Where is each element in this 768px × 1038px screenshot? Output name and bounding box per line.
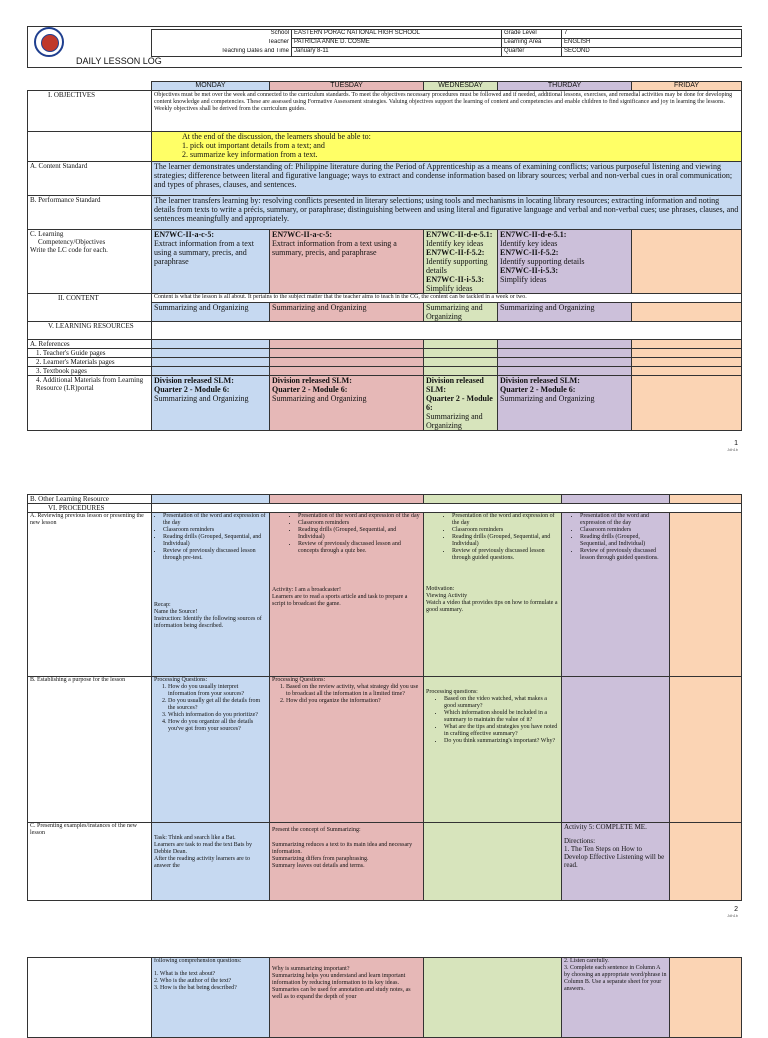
page-3 bbox=[0, 950, 768, 1024]
wed-text-3: Simplify ideas bbox=[426, 284, 473, 293]
objectives-box bbox=[152, 132, 742, 162]
slm-wednesday-module: Quarter 2 - Module 6: bbox=[426, 394, 493, 412]
content-label: II. CONTENT bbox=[28, 294, 152, 322]
competency-label-1: C. Learning bbox=[30, 230, 64, 238]
page-number-1-value: 1 bbox=[734, 440, 738, 447]
slm-thursday-source: Division released SLM: bbox=[500, 376, 580, 385]
cont-mon-q3: 3. How is the bat being described? bbox=[154, 985, 237, 991]
slm-monday-title: Summarizing and Organizing bbox=[154, 394, 249, 403]
quarter-value: SECOND bbox=[562, 48, 742, 57]
objective-1: 1. pick out important details from a text; and bbox=[182, 141, 325, 150]
page-number-1-sub: Jdh1b bbox=[727, 447, 738, 452]
competency-monday-text: Extract information from a text using a summary, precis, and paraphrase bbox=[154, 239, 254, 266]
review-monday bbox=[152, 513, 270, 677]
slm-thursday-title: Summarizing and Organizing bbox=[500, 394, 595, 403]
quarter-label: Quarter bbox=[502, 48, 562, 57]
slm-thursday bbox=[498, 376, 632, 431]
cont-mon-q1: 1. What is the text about? bbox=[154, 971, 216, 977]
objectives-intro: At the end of the discussion, the learners should be able to: bbox=[182, 132, 371, 141]
competency-monday-code: EN7WC-II-a-c-5: bbox=[154, 230, 214, 239]
cont-thursday bbox=[562, 958, 670, 1038]
dll-main-table bbox=[27, 81, 742, 431]
review-wednesday bbox=[424, 513, 562, 677]
content-friday bbox=[632, 303, 742, 322]
dates-value: January 8-11 bbox=[292, 48, 502, 57]
present-thu-directions: Directions: bbox=[564, 837, 596, 845]
school-value: EASTERN PORAC NATIONAL HIGH SCHOOL bbox=[292, 30, 502, 39]
content-tuesday: Summarizing and Organizing bbox=[270, 303, 424, 322]
purpose-tue-q1: 1. Based on the review activity, what strategy did you use to broadcast all the information in a limited time? bbox=[286, 684, 421, 698]
learning-resources-label: V. LEARNING RESOURCES bbox=[28, 322, 152, 340]
purpose-wed-q1: • Based on the video watched, what makes a good summary? bbox=[444, 696, 559, 710]
thu-code-1: EN7WC-II-d-e-5.1: bbox=[500, 230, 567, 239]
purpose-tuesday bbox=[270, 677, 424, 823]
purpose-wed-q4: • Do you think summarizing's important? Why? bbox=[444, 738, 559, 745]
competency-monday bbox=[152, 230, 270, 294]
teacher-label: Teacher bbox=[152, 39, 292, 48]
dll-procedures-table bbox=[27, 494, 742, 901]
review-thu-item-1: • Presentation of the word and expression of the day bbox=[580, 513, 667, 527]
thu-text-3: Simplify ideas bbox=[500, 275, 547, 284]
objectives-description: Objectives must be met over the week and connected to the curriculum standards. To meet the objectives necessary procedures must be followed and if needed, additional lessons, exercises, and remedial activities may be done for developing content knowledge and competencies. These are assessed using Formative Assessment strategies. Valuing objectives support the learning of content and competencies and enable children to find significance and joy in learning the lessons. Weekly objectives shall be derived from the curriculum guides. bbox=[154, 92, 733, 112]
purpose-mon-q1: 1. How do you usually interpret information from your sources? bbox=[168, 684, 267, 698]
day-header-thursday: THURDAY bbox=[498, 82, 632, 91]
review-wed-item-4: • Review of previously discussed lesson through guided questions. bbox=[452, 548, 559, 562]
review-wed-item-1: • Presentation of the word and expression of the day bbox=[452, 513, 559, 527]
review-tue-item-4: • Review of previously discussed lesson and concepts through a quiz bee. bbox=[298, 541, 421, 555]
day-header-monday: MONDAY bbox=[152, 82, 270, 91]
present-thu-step-1: 1. The Ten Steps on How to Develop Effective Listening will be read. bbox=[564, 845, 665, 869]
cont-mon-line-1: following comprehension questions: bbox=[154, 958, 242, 964]
page-2 bbox=[0, 470, 768, 950]
slm-friday bbox=[632, 376, 742, 431]
review-tue-activity-title: Activity: I am a broadcaster! bbox=[272, 587, 341, 593]
review-tue-activity-text: Learners are to read a sports article and task to prepare a script to broadcast the game. bbox=[272, 594, 408, 607]
competency-label-3: Write the LC code for each. bbox=[30, 246, 108, 254]
competency-label-2: Competency/Objectives bbox=[38, 238, 106, 246]
performance-standard-label: B. Performance Standard bbox=[28, 196, 152, 230]
grade-value: 7 bbox=[562, 30, 742, 39]
present-tue-line-3: Summary leaves out details and terms. bbox=[272, 863, 365, 869]
purpose-mon-q4: 4. How do you organize all the details you've got from your sources? bbox=[168, 719, 267, 733]
thu-text-2: Identify supporting details bbox=[500, 257, 585, 266]
content-thursday: Summarizing and Organizing bbox=[498, 303, 632, 322]
slm-wednesday bbox=[424, 376, 498, 431]
present-thu-activity: Activity 5: COMPLETE ME. bbox=[564, 823, 647, 831]
textbook-pages-label: 3. Textbook pages bbox=[28, 367, 152, 376]
present-tue-heading: Present the concept of Summarizing: bbox=[272, 827, 361, 833]
review-mon-item-2: • Classroom reminders bbox=[163, 527, 267, 534]
purpose-wed-q3: • What are the tips and strategies you have noted in crafting effective summary? bbox=[444, 724, 559, 738]
grade-label: Grade Level bbox=[502, 30, 562, 39]
slm-thursday-module: Quarter 2 - Module 6: bbox=[500, 385, 576, 394]
review-thu-item-4: • Review of previously discussed lesson through guided questions. bbox=[580, 548, 667, 562]
competency-tuesday bbox=[270, 230, 424, 294]
slm-tuesday bbox=[270, 376, 424, 431]
area-label: Learning Area bbox=[502, 39, 562, 48]
competency-wednesday bbox=[424, 230, 498, 294]
content-monday: Summarizing and Organizing bbox=[152, 303, 270, 322]
dates-label: Teaching Dates and Time bbox=[152, 48, 292, 57]
review-wed-motivation-title: Motivation: bbox=[426, 586, 455, 592]
cont-tuesday bbox=[270, 958, 424, 1038]
content-standard-text: The learner demonstrates understanding of: Philippine literature during the Period of Apprenticeship as a means of examining conflicts; various purposeful listening and viewing strategies; difference between literal and figurative language; ways to extract and condense information based on library sources; verbal and non-verbal cues in oral communication; and types of phrases, clauses, and sentences. bbox=[152, 162, 742, 196]
present-mon-line-2: Learners are task to read the text Bats by Debbie Dean. bbox=[154, 842, 252, 855]
cont-tue-heading: Why is summarizing important? bbox=[272, 966, 350, 972]
review-mon-item-1: • Presentation of the word and expression of the day bbox=[163, 513, 267, 527]
purpose-mon-q3: 3. Which information do you prioritize? bbox=[168, 712, 267, 719]
presenting-monday bbox=[152, 823, 270, 901]
school-label: School bbox=[152, 30, 292, 39]
review-tuesday bbox=[270, 513, 424, 677]
competency-label bbox=[28, 230, 152, 294]
competency-tuesday-text: Extract information from a text using a summary, precis, and paraphrase bbox=[272, 239, 397, 257]
deped-seal-logo bbox=[34, 27, 64, 57]
present-tue-line-2: Summarizing differs from paraphrasing. bbox=[272, 856, 369, 862]
review-thursday bbox=[562, 513, 670, 677]
cont-monday bbox=[152, 958, 270, 1038]
teachers-guide-label: 1. Teacher's Guide pages bbox=[28, 349, 152, 358]
review-tue-item-2: • Classroom reminders bbox=[298, 520, 421, 527]
page-number-2 bbox=[727, 906, 738, 918]
slm-tuesday-source: Division released SLM: bbox=[272, 376, 352, 385]
competency-tuesday-code: EN7WC-II-a-c-5: bbox=[272, 230, 332, 239]
day-header-friday: FRIDAY bbox=[632, 82, 742, 91]
competency-thursday bbox=[498, 230, 632, 294]
review-tue-item-3: • Reading drills (Grouped, Sequential, and Individual) bbox=[298, 527, 421, 541]
slm-tuesday-module: Quarter 2 - Module 6: bbox=[272, 385, 348, 394]
area-value: ENGLISH bbox=[562, 39, 742, 48]
slm-wednesday-title: Summarizing and Organizing bbox=[426, 412, 483, 430]
purpose-tue-heading: Processing Questions: bbox=[272, 677, 326, 683]
review-mon-recap-name: Name the Source! bbox=[154, 609, 198, 615]
presenting-tuesday bbox=[270, 823, 424, 901]
review-thu-item-2: • Classroom reminders bbox=[580, 527, 667, 534]
review-wed-motivation-text: Watch a video that provides tips on how to formulate a good summary. bbox=[426, 600, 558, 613]
purpose-mon-q2: 2. Do you usually get all the details from the sources? bbox=[168, 698, 267, 712]
wed-code-2: EN7WC-II-f-5.2: bbox=[426, 248, 485, 257]
wed-text-2: Identify supporting details bbox=[426, 257, 488, 275]
review-label: A. Reviewing previous lesson or presenting the new lesson bbox=[28, 513, 152, 677]
additional-materials-label: 4. Additional Materials from Learning Resource (LR)portal bbox=[28, 376, 152, 431]
cont-mon-q2: 2. Who is the author of the text? bbox=[154, 978, 232, 984]
slm-tuesday-title: Summarizing and Organizing bbox=[272, 394, 367, 403]
slm-monday bbox=[152, 376, 270, 431]
day-header-wednesday: WEDNESDAY bbox=[424, 82, 498, 91]
wed-code-1: EN7WC-II-d-e-5.1: bbox=[426, 230, 493, 239]
performance-standard-text: The learner transfers learning by: resolving conflicts presented in literary selections; using tools and mechanisms in locating library resources; extracting information and noting details from texts to write a précis, summary, or paraphrase; distinguishing between and using literal and figurative language and verbal and non-verbal cues; use phrases, clauses, and sentences meaningfully and appropriately. bbox=[152, 196, 742, 230]
presenting-thursday bbox=[562, 823, 670, 901]
review-thu-item-3: • Reading drills (Grouped, Sequential, and Individual) bbox=[580, 534, 667, 548]
purpose-wed-heading: Processing questions: bbox=[426, 689, 478, 695]
learning-resources-row bbox=[152, 322, 742, 340]
thu-code-3: EN7WC-II-i-5.3: bbox=[500, 266, 559, 275]
day-header-tuesday: TUESDAY bbox=[270, 82, 424, 91]
thu-text-1: Identify key ideas bbox=[500, 239, 558, 248]
procedures-label: VI. PROCEDURES bbox=[28, 504, 152, 513]
other-resource-label: B. Other Learning Resource bbox=[28, 495, 152, 504]
procedures-row bbox=[152, 504, 742, 513]
present-tue-line-1: Summarizing reduces a text to its main idea and necessary information. bbox=[272, 842, 413, 855]
review-mon-recap-instr: Instruction: Identify the following sources of information being described. bbox=[154, 616, 262, 629]
page-number-1 bbox=[727, 440, 738, 452]
dll-title: DAILY LESSON LOG bbox=[76, 56, 162, 66]
review-mon-item-4: • Review of previously discussed lesson through pre-test. bbox=[163, 548, 267, 562]
learners-materials-label: 2. Learner's Materials pages bbox=[28, 358, 152, 367]
slm-monday-module: Quarter 2 - Module 6: bbox=[154, 385, 230, 394]
objective-2: 2. summarize key information from a text. bbox=[182, 150, 318, 159]
content-wednesday: Summarizing and Organizing bbox=[424, 303, 498, 322]
thu-code-2: EN7WC-II-f-5.2: bbox=[500, 248, 559, 257]
page-number-2-sub: Jdh1b bbox=[727, 913, 738, 918]
review-tue-item-1: • Presentation of the word and expression of the day bbox=[298, 513, 421, 520]
purpose-wed-q2: • Which information should be included in a summary to maintain the value of it? bbox=[444, 710, 559, 724]
cont-thu-step-3: 3. Complete each sentence in Column A by choosing an appropriate word/phrase in Column B. Use a separate sheet for your answers. bbox=[564, 965, 667, 992]
content-description: Content is what the lesson is all about. It pertains to the subject matter that the teacher aims to teach in the CG, the content can be tackled in a week or two. bbox=[152, 294, 742, 303]
cont-thu-step-2: 2. Listen carefully. bbox=[564, 958, 609, 964]
cont-tue-text: Summarizing helps you understand and learn important information by reducing information to its key ideas. Summaries can be used for annotation and study notes, as well as to expand the depth of your bbox=[272, 973, 411, 1000]
presenting-label: C. Presenting examples/instances of the new lesson bbox=[28, 823, 152, 901]
page-1 bbox=[0, 0, 768, 470]
page-number-2-value: 2 bbox=[734, 906, 738, 913]
present-mon-task: Task: Think and search like a Bat. bbox=[154, 835, 236, 841]
header-table bbox=[151, 29, 742, 57]
review-wed-item-3: • Reading drills (Grouped, Sequential, and Individual) bbox=[452, 534, 559, 548]
review-wed-motivation-activity: Viewing Activity bbox=[426, 593, 468, 599]
review-wed-item-2: • Classroom reminders bbox=[452, 527, 559, 534]
wed-code-3: EN7WC-II-i-5.3: bbox=[426, 275, 485, 284]
teacher-value: PATRICIA ANNE D. COSME bbox=[292, 39, 502, 48]
objectives-text bbox=[152, 91, 742, 132]
purpose-label: B. Establishing a purpose for the lesson bbox=[28, 677, 152, 823]
dll-continuation-table bbox=[27, 957, 742, 1038]
purpose-wednesday bbox=[424, 677, 562, 823]
references-label: A. References bbox=[28, 340, 152, 349]
wed-text-1: Identify key ideas bbox=[426, 239, 484, 248]
review-mon-recap-title: Recap: bbox=[154, 602, 171, 608]
competency-friday bbox=[632, 230, 742, 294]
purpose-monday bbox=[152, 677, 270, 823]
objectives-label: I. OBJECTIVES bbox=[28, 91, 152, 132]
slm-monday-source: Division released SLM: bbox=[154, 376, 234, 385]
content-standard-label: A. Content Standard bbox=[28, 162, 152, 196]
slm-wednesday-source: Division released SLM: bbox=[426, 376, 484, 394]
review-mon-item-3: • Reading drills (Grouped, Sequential, and Individual) bbox=[163, 534, 267, 548]
purpose-tue-q2: 2. How did you organize the information? bbox=[286, 698, 421, 705]
present-mon-line-3: After the reading activity learners are to answer the bbox=[154, 856, 250, 869]
purpose-mon-heading: Processing Questions: bbox=[154, 677, 208, 683]
